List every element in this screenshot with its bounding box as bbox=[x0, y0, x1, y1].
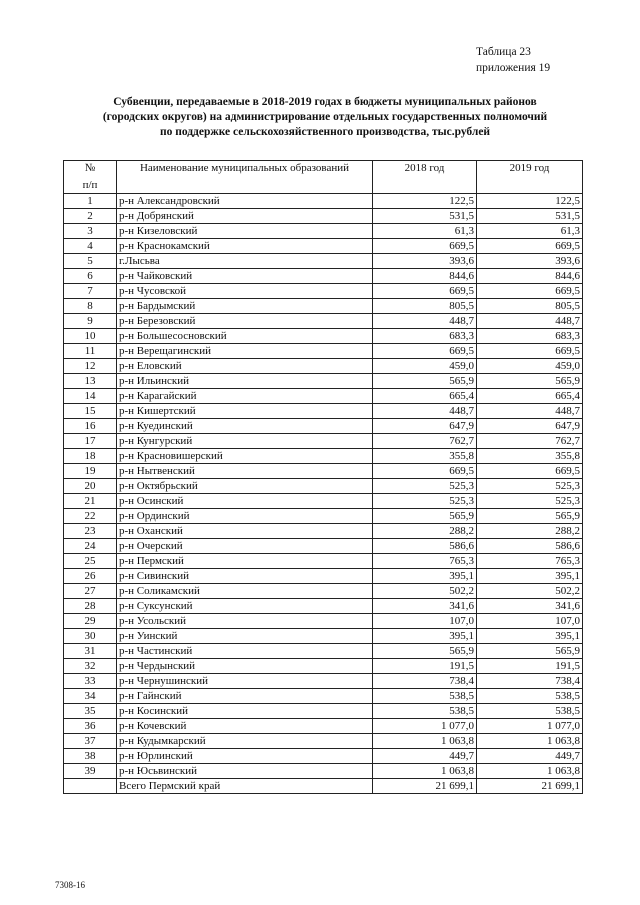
table-label: Таблица 23 bbox=[476, 46, 531, 58]
row-number: 3 bbox=[64, 224, 117, 239]
row-number: 1 bbox=[64, 194, 117, 209]
municipality-name: р-н Юсьвинский bbox=[117, 764, 373, 779]
municipality-name: р-н Чайковский bbox=[117, 269, 373, 284]
municipality-name: р-н Березовский bbox=[117, 314, 373, 329]
row-number: 32 bbox=[64, 659, 117, 674]
row-number: 16 bbox=[64, 419, 117, 434]
value-2019: 355,8 bbox=[477, 449, 583, 464]
row-number: 29 bbox=[64, 614, 117, 629]
value-2019: 565,9 bbox=[477, 644, 583, 659]
value-2018: 665,4 bbox=[373, 389, 477, 404]
table-row bbox=[64, 194, 583, 209]
column-header-name: Наименование муниципальных образований bbox=[117, 161, 373, 194]
value-2019: 341,6 bbox=[477, 599, 583, 614]
row-number: 23 bbox=[64, 524, 117, 539]
municipality-name: р-н Усольский bbox=[117, 614, 373, 629]
municipality-name: р-н Пермский bbox=[117, 554, 373, 569]
table-row bbox=[64, 749, 583, 764]
table-row bbox=[64, 704, 583, 719]
value-2018: 538,5 bbox=[373, 689, 477, 704]
table-row bbox=[64, 209, 583, 224]
table-row bbox=[64, 764, 583, 779]
value-2019: 393,6 bbox=[477, 254, 583, 269]
value-2018: 1 063,8 bbox=[373, 764, 477, 779]
municipality-name: р-н Частинский bbox=[117, 644, 373, 659]
table-row bbox=[64, 389, 583, 404]
row-number: 22 bbox=[64, 509, 117, 524]
table-reference bbox=[476, 44, 550, 76]
row-number: 7 bbox=[64, 284, 117, 299]
table-row bbox=[64, 359, 583, 374]
table-row bbox=[64, 314, 583, 329]
table-row bbox=[64, 659, 583, 674]
value-2019: 669,5 bbox=[477, 239, 583, 254]
value-2019: 669,5 bbox=[477, 284, 583, 299]
value-2019: 565,9 bbox=[477, 374, 583, 389]
table-row bbox=[64, 674, 583, 689]
municipality-name: р-н Бардымский bbox=[117, 299, 373, 314]
value-2018: 1 063,8 bbox=[373, 734, 477, 749]
value-2018: 393,6 bbox=[373, 254, 477, 269]
table-row bbox=[64, 614, 583, 629]
table-row bbox=[64, 629, 583, 644]
value-2018: 565,9 bbox=[373, 644, 477, 659]
value-2019: 448,7 bbox=[477, 404, 583, 419]
value-2018: 738,4 bbox=[373, 674, 477, 689]
value-2019: 502,2 bbox=[477, 584, 583, 599]
row-number: 36 bbox=[64, 719, 117, 734]
value-2019: 1 077,0 bbox=[477, 719, 583, 734]
value-2018: 395,1 bbox=[373, 569, 477, 584]
table-row bbox=[64, 719, 583, 734]
value-2019: 525,3 bbox=[477, 479, 583, 494]
value-2018: 459,0 bbox=[373, 359, 477, 374]
value-2019: 647,9 bbox=[477, 419, 583, 434]
value-2019: 1 063,8 bbox=[477, 764, 583, 779]
column-header-2019: 2019 год bbox=[477, 161, 583, 194]
table-row bbox=[64, 239, 583, 254]
row-number: 39 bbox=[64, 764, 117, 779]
value-2018: 538,5 bbox=[373, 704, 477, 719]
value-2019: 565,9 bbox=[477, 509, 583, 524]
table-row bbox=[64, 539, 583, 554]
value-2018: 669,5 bbox=[373, 239, 477, 254]
municipality-name: р-н Большесосновский bbox=[117, 329, 373, 344]
value-2019: 61,3 bbox=[477, 224, 583, 239]
value-2018: 531,5 bbox=[373, 209, 477, 224]
row-number: 18 bbox=[64, 449, 117, 464]
table-row bbox=[64, 734, 583, 749]
table-body bbox=[64, 194, 583, 779]
row-number: 26 bbox=[64, 569, 117, 584]
municipality-name: р-н Краснокамский bbox=[117, 239, 373, 254]
municipality-name: р-н Уинский bbox=[117, 629, 373, 644]
value-2019: 1 063,8 bbox=[477, 734, 583, 749]
value-2019: 538,5 bbox=[477, 704, 583, 719]
row-number: 33 bbox=[64, 674, 117, 689]
value-2019: 122,5 bbox=[477, 194, 583, 209]
row-number: 11 bbox=[64, 344, 117, 359]
title-line-2: (городских округов) на администрирование отдельных государственных полномочий bbox=[102, 111, 548, 123]
municipality-name: г.Лысьва bbox=[117, 254, 373, 269]
municipality-name: р-н Кизеловский bbox=[117, 224, 373, 239]
value-2018: 565,9 bbox=[373, 509, 477, 524]
row-number: 17 bbox=[64, 434, 117, 449]
table-row bbox=[64, 284, 583, 299]
value-2019: 107,0 bbox=[477, 614, 583, 629]
table-row bbox=[64, 374, 583, 389]
table-row bbox=[64, 644, 583, 659]
value-2019: 459,0 bbox=[477, 359, 583, 374]
table-row bbox=[64, 569, 583, 584]
value-2018: 502,2 bbox=[373, 584, 477, 599]
municipality-name: р-н Очерский bbox=[117, 539, 373, 554]
table-row bbox=[64, 344, 583, 359]
value-2018: 647,9 bbox=[373, 419, 477, 434]
row-number: 5 bbox=[64, 254, 117, 269]
value-2019: 586,6 bbox=[477, 539, 583, 554]
value-2018: 844,6 bbox=[373, 269, 477, 284]
municipality-name: р-н Нытвенский bbox=[117, 464, 373, 479]
table-row bbox=[64, 494, 583, 509]
table-row bbox=[64, 464, 583, 479]
row-number: 27 bbox=[64, 584, 117, 599]
value-2018: 448,7 bbox=[373, 404, 477, 419]
subventions-table bbox=[63, 160, 583, 794]
table-row bbox=[64, 689, 583, 704]
value-2019: 538,5 bbox=[477, 689, 583, 704]
row-number: 6 bbox=[64, 269, 117, 284]
row-number: 28 bbox=[64, 599, 117, 614]
value-2018: 449,7 bbox=[373, 749, 477, 764]
total-2019: 21 699,1 bbox=[477, 779, 583, 794]
municipality-name: р-н Александровский bbox=[117, 194, 373, 209]
municipality-name: р-н Оханский bbox=[117, 524, 373, 539]
value-2019: 844,6 bbox=[477, 269, 583, 284]
value-2018: 341,6 bbox=[373, 599, 477, 614]
row-number: 30 bbox=[64, 629, 117, 644]
municipality-name: р-н Карагайский bbox=[117, 389, 373, 404]
value-2018: 395,1 bbox=[373, 629, 477, 644]
value-2018: 525,3 bbox=[373, 479, 477, 494]
value-2019: 683,3 bbox=[477, 329, 583, 344]
municipality-name: р-н Ординский bbox=[117, 509, 373, 524]
row-number: 35 bbox=[64, 704, 117, 719]
value-2018: 765,3 bbox=[373, 554, 477, 569]
title-line-1: Субвенции, передаваемые в 2018-2019 годах в бюджеты муниципальных районов bbox=[113, 96, 537, 108]
municipality-name: р-н Добрянский bbox=[117, 209, 373, 224]
municipality-name: р-н Юрлинский bbox=[117, 749, 373, 764]
value-2018: 565,9 bbox=[373, 374, 477, 389]
value-2019: 669,5 bbox=[477, 464, 583, 479]
value-2018: 107,0 bbox=[373, 614, 477, 629]
table-row bbox=[64, 299, 583, 314]
value-2018: 669,5 bbox=[373, 464, 477, 479]
value-2018: 355,8 bbox=[373, 449, 477, 464]
municipality-name: р-н Суксунский bbox=[117, 599, 373, 614]
value-2019: 448,7 bbox=[477, 314, 583, 329]
value-2019: 395,1 bbox=[477, 569, 583, 584]
table-row bbox=[64, 584, 583, 599]
row-number: 8 bbox=[64, 299, 117, 314]
row-number: 15 bbox=[64, 404, 117, 419]
column-header-number-sub: п/п bbox=[64, 178, 117, 194]
table-row bbox=[64, 449, 583, 464]
row-number: 13 bbox=[64, 374, 117, 389]
row-number: 21 bbox=[64, 494, 117, 509]
row-number: 38 bbox=[64, 749, 117, 764]
value-2018: 669,5 bbox=[373, 344, 477, 359]
value-2018: 191,5 bbox=[373, 659, 477, 674]
value-2018: 288,2 bbox=[373, 524, 477, 539]
row-number: 2 bbox=[64, 209, 117, 224]
value-2019: 665,4 bbox=[477, 389, 583, 404]
value-2018: 669,5 bbox=[373, 284, 477, 299]
row-number: 31 bbox=[64, 644, 117, 659]
municipality-name: р-н Кочевский bbox=[117, 719, 373, 734]
table-row bbox=[64, 434, 583, 449]
municipality-name: р-н Красновишерский bbox=[117, 449, 373, 464]
row-number: 12 bbox=[64, 359, 117, 374]
value-2018: 122,5 bbox=[373, 194, 477, 209]
table-row bbox=[64, 404, 583, 419]
table-row bbox=[64, 554, 583, 569]
value-2019: 395,1 bbox=[477, 629, 583, 644]
value-2019: 449,7 bbox=[477, 749, 583, 764]
municipality-name: р-н Ильинский bbox=[117, 374, 373, 389]
value-2019: 531,5 bbox=[477, 209, 583, 224]
municipality-name: р-н Кишертский bbox=[117, 404, 373, 419]
value-2019: 765,3 bbox=[477, 554, 583, 569]
municipality-name: р-н Чердынский bbox=[117, 659, 373, 674]
row-number: 34 bbox=[64, 689, 117, 704]
value-2018: 586,6 bbox=[373, 539, 477, 554]
municipality-name: р-н Сивинский bbox=[117, 569, 373, 584]
table-row bbox=[64, 599, 583, 614]
row-number: 10 bbox=[64, 329, 117, 344]
municipality-name: р-н Косинский bbox=[117, 704, 373, 719]
table-row bbox=[64, 419, 583, 434]
value-2019: 191,5 bbox=[477, 659, 583, 674]
row-number: 4 bbox=[64, 239, 117, 254]
table-row bbox=[64, 254, 583, 269]
row-number: 14 bbox=[64, 389, 117, 404]
value-2019: 762,7 bbox=[477, 434, 583, 449]
table-row bbox=[64, 329, 583, 344]
row-number: 19 bbox=[64, 464, 117, 479]
page-title bbox=[60, 95, 590, 140]
value-2019: 525,3 bbox=[477, 494, 583, 509]
column-header-number: № bbox=[64, 161, 117, 179]
table-row bbox=[64, 269, 583, 284]
title-line-3: по поддержке сельскохозяйственного производства, тыс.рублей bbox=[159, 126, 491, 138]
municipality-name: р-н Еловский bbox=[117, 359, 373, 374]
row-number: 20 bbox=[64, 479, 117, 494]
municipality-name: р-н Гайнский bbox=[117, 689, 373, 704]
table-row bbox=[64, 509, 583, 524]
municipality-name: р-н Верещагинский bbox=[117, 344, 373, 359]
total-number-cell bbox=[64, 779, 117, 794]
value-2018: 805,5 bbox=[373, 299, 477, 314]
row-number: 25 bbox=[64, 554, 117, 569]
value-2018: 448,7 bbox=[373, 314, 477, 329]
municipality-name: р-н Соликамский bbox=[117, 584, 373, 599]
total-row bbox=[64, 779, 583, 794]
total-label: Всего Пермский край bbox=[117, 779, 373, 794]
value-2018: 762,7 bbox=[373, 434, 477, 449]
total-2018: 21 699,1 bbox=[373, 779, 477, 794]
row-number: 9 bbox=[64, 314, 117, 329]
value-2019: 805,5 bbox=[477, 299, 583, 314]
row-number: 37 bbox=[64, 734, 117, 749]
document-code: 7308-16 bbox=[55, 880, 85, 890]
value-2018: 1 077,0 bbox=[373, 719, 477, 734]
table-row bbox=[64, 524, 583, 539]
municipality-name: р-н Кудымкарский bbox=[117, 734, 373, 749]
municipality-name: р-н Чусовской bbox=[117, 284, 373, 299]
municipality-name: р-н Октябрьский bbox=[117, 479, 373, 494]
value-2018: 683,3 bbox=[373, 329, 477, 344]
row-number: 24 bbox=[64, 539, 117, 554]
column-header-2018: 2018 год bbox=[373, 161, 477, 194]
value-2019: 669,5 bbox=[477, 344, 583, 359]
table-row bbox=[64, 479, 583, 494]
municipality-name: р-н Куединский bbox=[117, 419, 373, 434]
value-2019: 288,2 bbox=[477, 524, 583, 539]
municipality-name: р-н Чернушинский bbox=[117, 674, 373, 689]
value-2018: 61,3 bbox=[373, 224, 477, 239]
value-2018: 525,3 bbox=[373, 494, 477, 509]
value-2019: 738,4 bbox=[477, 674, 583, 689]
municipality-name: р-н Кунгурский bbox=[117, 434, 373, 449]
table-row bbox=[64, 224, 583, 239]
municipality-name: р-н Осинский bbox=[117, 494, 373, 509]
appendix-label: приложения 19 bbox=[476, 62, 551, 74]
